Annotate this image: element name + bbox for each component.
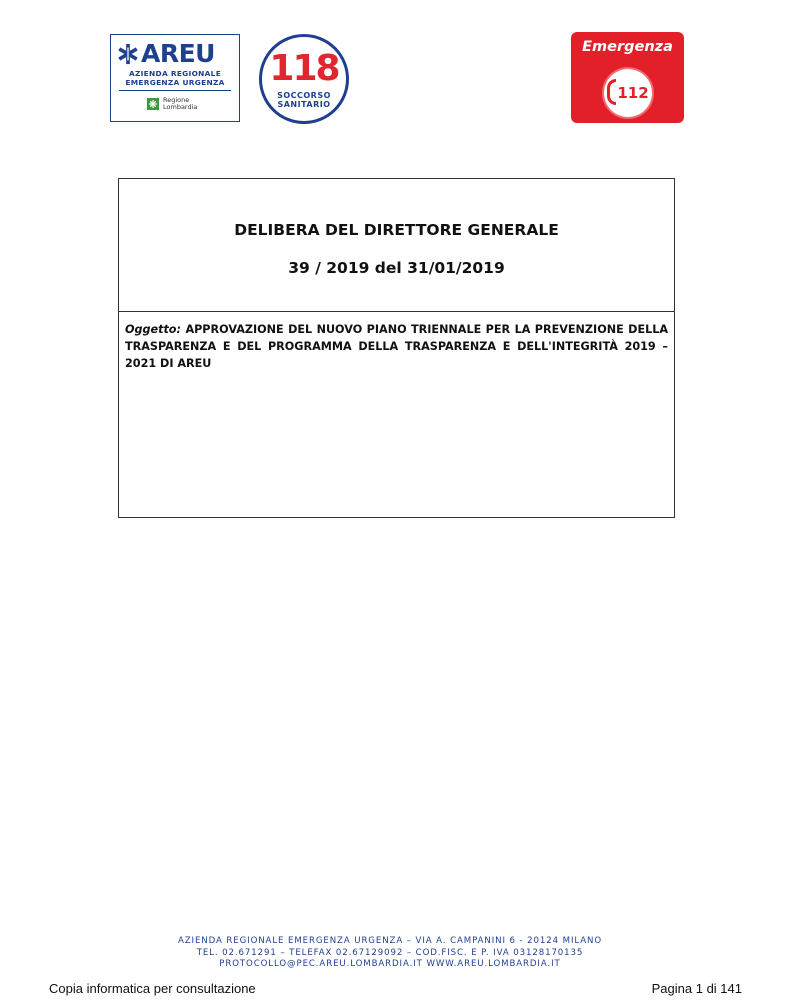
footer-address-line-2: TEL. 02.671291 – TELEFAX 02.67129092 – COD.FISC. E P. IVA 03128170135 [196,947,584,958]
page-number: Pagina 1 di 141 [651,981,742,996]
areu-logo-divider [119,90,231,91]
areu-wordmark: AREU [141,39,215,68]
regione-lombardia-icon [147,98,159,110]
emergenza-112-logo [571,32,684,123]
areu-logo-top [117,39,215,69]
areu-subtitle-line-2: EMERGENZA URGENZA [125,78,225,87]
emergenza-disc [604,69,652,117]
emergenza-number: 112 [617,84,649,102]
soccorso-118-logo [258,33,350,125]
region-line-2: Lombardia [163,103,198,111]
soccorso-subtitle [258,91,350,109]
footer-address [130,936,650,971]
region-line-1: Regione [163,96,190,104]
regione-lombardia-text [163,97,197,111]
areu-subtitle-line-1: AZIENDA REGIONALE [128,69,222,78]
footer-address-line-1: AZIENDA REGIONALE EMERGENZA URGENZA – VIA A. CAMPANINI 6 - 20124 MILANO [177,936,603,946]
star-of-life-icon [117,43,139,65]
phone-icon [607,79,616,105]
subject-text: APPROVAZIONE DEL NUOVO PIANO TRIENNALE PER LA PREVENZIONE DELLA TRASPARENZA E DEL PROGRAMMA DELLA TRASPARENZA E DELL'INTEGRITÀ 2019 – 2021 DI AREU [125,323,668,370]
document-title: DELIBERA DEL DIRETTORE GENERALE [234,221,559,239]
subject-paragraph [125,321,668,372]
soccorso-line-2: SANITARIO [277,100,331,109]
emergenza-word: Emergenza [582,39,673,55]
areu-logo [110,34,240,122]
soccorso-number: 118 [269,48,339,89]
subject-box [118,312,675,518]
subject-label: Oggetto: [125,323,181,336]
document-number-date: 39 / 2019 del 31/01/2019 [288,259,505,277]
regione-lombardia-mark [147,97,197,111]
soccorso-line-1: SOCCORSO [277,91,331,100]
footer-address-line-3: PROTOCOLLO@PEC.AREU.LOMBARDIA.IT WWW.AREU.LOMBARDIA.IT [219,959,561,969]
title-box [118,178,675,312]
areu-subtitle [111,69,239,87]
copy-note: Copia informatica per consultazione [49,981,256,996]
